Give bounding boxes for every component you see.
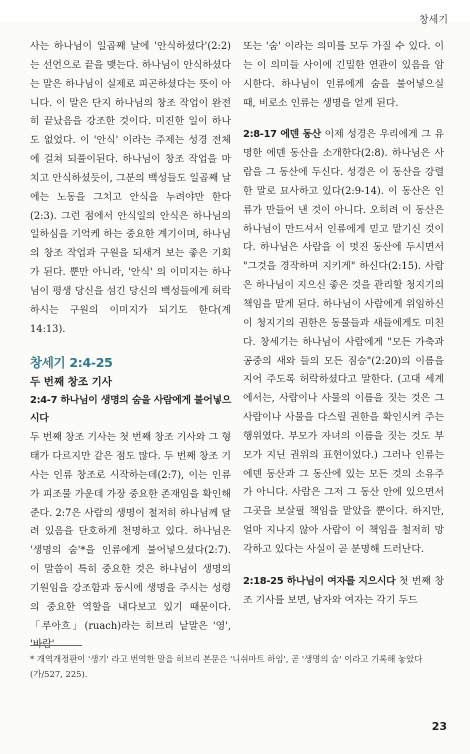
eden-heading: 2:8-17 에덴 동산 xyxy=(243,129,321,141)
section-gap xyxy=(30,340,231,353)
eden-text: 이제 성경은 우리에게 그 유명한 에덴 동산을 소개한다(2:8). 하나님은 사람을 그 동산에 두신다. 성경은 이 동산을 강렬한 말로 묘사하고 있다(2:9-14). 이 동산은 인류가 만들어 낸 것이 아니다. 오히려 이 동산은 하나님이 만드셔서 인류에게 믿고 맡기신 것이다. 하나님은 사람을 이 멋진 동산에 두시면서 "그것을 경작하며 지키게" 하신다(2:15). 사람은 하나님이 지으신 좋은 것을 관리할 청지기의 책임을 맡게 된다. 하나님이 사람에게 위임하신 이 청지기의 권한은 동물들과 새들에게도 미친다. 창세기는 하나님이 사람에게 "모든 가축과 공중의 새와 들의 모든 짐승"(2:20)의 이름을 지어 주도록 허락하셨다고 말한다. (고대 세계에서는, 사람이나 사물의 이름을 짓는 것은 그 사람이나 사물을 다스릴 권한을 확인시켜 주는 행위였다. 부모가 자녀의 이름을 짓는 것도 부모가 지닌 권위의 표현이었다.) 그러나 인류는 에덴 동산과 그 동산에 있는 모든 것의 소유주가 아니다. 사람은 그저 그 동산 안에 있으면서 그곳을 보살필 책임을 맡았을 뿐이다. 하지만, 얼마 지나지 않아 사람이 이 책임을 철저히 망각하고 있다는 사실이 곧 분명해 드러난다. xyxy=(243,129,444,555)
section-subtitle: 두 번째 창조 기사 xyxy=(30,375,112,388)
page-number: 23 xyxy=(431,720,447,733)
footnote-text: * 개역개정판이 '생기' 라고 번역한 말을 히브리 본문은 '니쉬마트 하임', 곧 '생명의 숨' 이라고 기록해 놓았다(가/527, 225). xyxy=(30,654,423,679)
woman-text: 첫 번째 창조 기사를 보면, 남자와 여자는 각기 두드 xyxy=(243,575,444,606)
paragraph-gap-2 xyxy=(243,560,444,573)
running-head: 창세기 xyxy=(419,15,448,26)
footnote xyxy=(30,652,444,682)
section-title: 창세기 2:4-25 xyxy=(30,354,113,370)
header-bar xyxy=(0,0,470,22)
right-column xyxy=(243,38,444,610)
intro-paragraph: 사는 하나님이 일곱째 날에 '안식하셨다'(2:2)는 선언으로 끝을 맺는다. 하나님이 안식하셨다는 말은 하나님이 실제로 피곤하셨다는 뜻이 아니다. 이 말은 단지 하나님의 창조 작업이 완전히 끝났음을 강조한 것이다. 미진한 일이 하나도 없었다. 이 '안식' 이라는 주제는 성경 전체에 걸쳐 되풀이된다. 하나님이 창조 작업을 마치고 안식하셨듯이, 그분의 백성들도 일곱째 날에는 노동을 그치고 안식을 누려야만 한다(2:3). 그런 점에서 안식일의 안식은 하나님의 일하심을 기억케 하는 중요한 계기이며, 하나님의 창조 작업과 구원을 되새겨 보는 좋은 기회가 된다. 뿐만 아니라, '안식' 의 이미지는 하나님이 평생 당신을 섬긴 당신의 백성들에게 허락하시는 구원의 이미지가 되기도 한다(계 14:13). xyxy=(30,41,231,335)
eden-paragraph xyxy=(243,126,444,559)
footnote-rule xyxy=(30,645,82,646)
sub-heading: 2:4-7 하나님이 생명의 숨을 사람에게 불어넣으시다 xyxy=(30,394,231,425)
woman-heading: 2:18-25 하나님이 여자를 지으시다 xyxy=(243,575,396,587)
body-paragraph: 두 번째 창조 기사는 첫 번째 창조 기사와 그 형태가 다르지만 같은 점도 많다. 두 번째 창조 기사는 인류 창조로 시작하는데(2:7), 이는 인류가 피조물 가운데 가장 중요한 존재임을 확인해 준다. 2:7은 사람의 생명이 철저히 하나님께 달려 있음을 단호하게 천명하고 있다. 하나님은 '생명의 숨'*을 인류에게 불어넣으셨다(2:7). 이 말씀이 특히 중요한 것은 하나님이 생명의 기원임을 강조함과 동시에 생명을 주시는 성령의 중요한 역할을 내다보고 있기 때문이다. 「루아흐」(ruach)라는 히브리 낱말은 '영', '바람' xyxy=(30,432,231,651)
woman-paragraph xyxy=(243,573,444,611)
paragraph-gap xyxy=(243,113,444,126)
continued-paragraph: 또는 '숨' 이라는 의미를 모두 가질 수 있다. 이는 이 의미들 사이에 긴밀한 연관이 있음을 암시한다. 하나님이 인류에게 숨을 불어넣으실 때, 비로소 인류는 생명을 얻게 된다. xyxy=(243,41,444,109)
left-column xyxy=(30,38,231,655)
